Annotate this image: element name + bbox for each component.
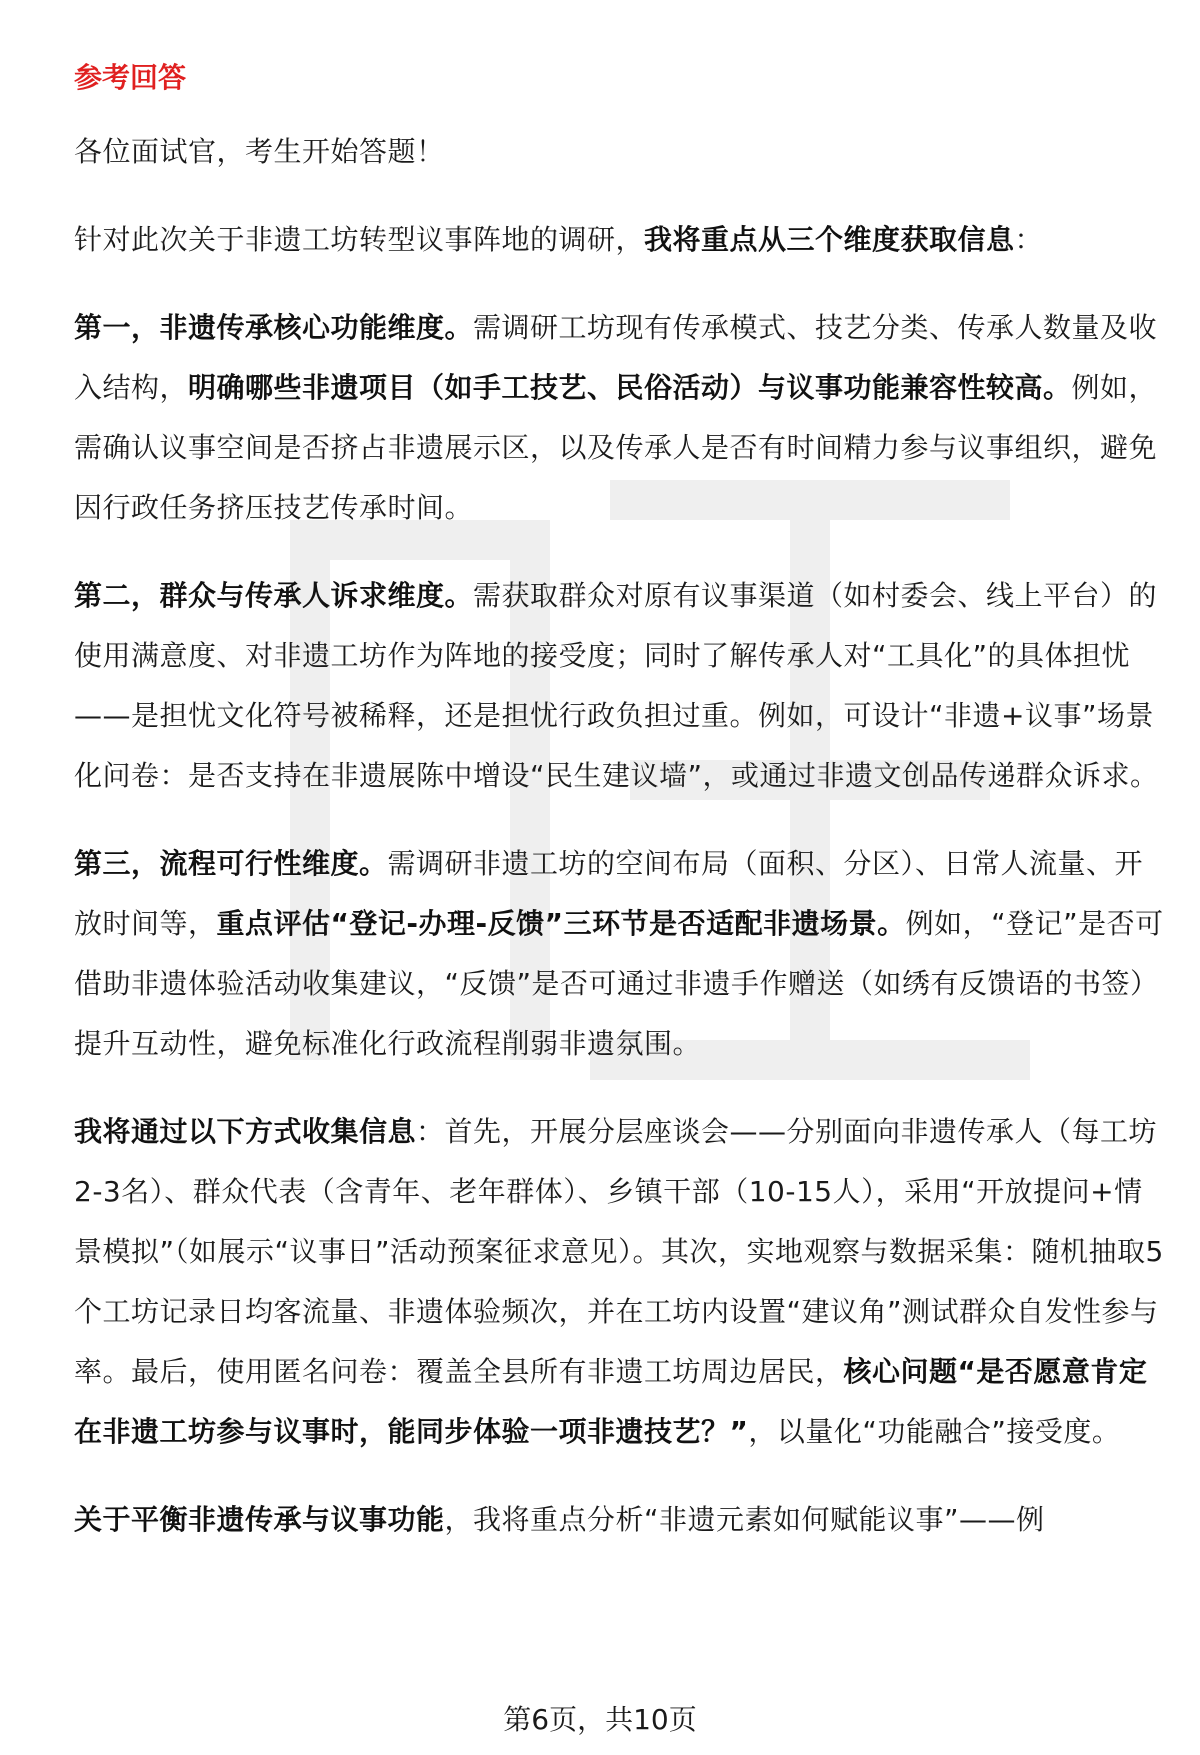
body-text: 各位面试官，考生开始答题！ [74, 135, 445, 168]
paragraph-intro [74, 210, 1164, 270]
paragraph-greeting [74, 122, 1164, 182]
document-body [74, 58, 1164, 1578]
body-text: 针对此次关于非遗工坊转型议事阵地的调研， [74, 223, 645, 256]
bold-text: 关于平衡非遗传承与议事功能 [74, 1503, 445, 1536]
bold-text: 第三，流程可行性维度。 [74, 847, 388, 880]
paragraph-dimension-1 [74, 298, 1164, 538]
body-text: 例如，需确认议事空间是否挤占非遗展示区，以及传承人是否有时间精力参与议事组织，避免因行政任务挤压技艺传承时间。 [74, 371, 1158, 524]
body-text: 需调研工坊现有传承模式、技艺分类、传承人数量及收入结构， [74, 311, 1158, 404]
section-title: 参考回答 [74, 61, 187, 94]
page-indicator: 第6页，共10页 [503, 1703, 697, 1736]
answer-paragraphs [74, 122, 1164, 1550]
bold-text: 明确哪些非遗项目（如手工技艺、民俗活动）与议事功能兼容性较高。 [188, 371, 1072, 404]
bold-text: 核心问题“是否愿意肯定在非遗工坊参与议事时，能同步体验一项非遗技艺？” [74, 1355, 1148, 1448]
bold-text: 第二，群众与传承人诉求维度。 [74, 579, 474, 612]
body-text: ： [1014, 223, 1044, 256]
body-text: ：首先，开展分层座谈会——分别面向非遗传承人（每工坊2-3名）、群众代表（含青年、老年群体）、乡镇干部（10-15人），采用“开放提问+情景模拟”（如展示“议事日”活动预案征求意见）。其次，实地观察与数据采集：随机抽取5个工坊记录日均客流量、非遗体验频次，并在工坊内设置“建议角”测试群众自发性参与率。最后，使用匿名问卷：覆盖全县所有非遗工坊周边居民， [74, 1115, 1164, 1388]
bold-text: 第一，非遗传承核心功能维度。 [74, 311, 474, 344]
body-text: ，以量化“功能融合”接受度。 [748, 1415, 1121, 1448]
body-text: 需获取群众对原有议事渠道（如村委会、线上平台）的使用满意度、对非遗工坊作为阵地的接受度；同时了解传承人对“工具化”的具体担忧——是担忧文化符号被稀释，还是担忧行政负担过重。例如，可设计“非遗+议事”场景化问卷：是否支持在非遗展陈中增设“民生建议墙”，或通过非遗文创品传递群众诉求。 [74, 579, 1159, 792]
body-text: ，我将重点分析“非遗元素如何赋能议事”——例 [444, 1503, 1045, 1536]
bold-text: 我将通过以下方式收集信息 [74, 1115, 417, 1148]
bold-text: 我将重点从三个维度获取信息 [644, 223, 1015, 256]
paragraph-methods [74, 1102, 1164, 1462]
body-text: 需调研非遗工坊的空间布局（面积、分区）、日常人流量、开放时间等， [74, 847, 1144, 940]
bold-text: 重点评估“登记-办理-反馈”三环节是否适配非遗场景。 [216, 907, 906, 940]
paragraph-dimension-3 [74, 834, 1164, 1074]
paragraph-dimension-2 [74, 566, 1164, 806]
paragraph-balance [74, 1490, 1164, 1550]
body-text: 例如，“登记”是否可借助非遗体验活动收集建议，“反馈”是否可通过非遗手作赠送（如绣有反馈语的书签）提升互动性，避免标准化行政流程削弱非遗氛围。 [74, 907, 1164, 1060]
